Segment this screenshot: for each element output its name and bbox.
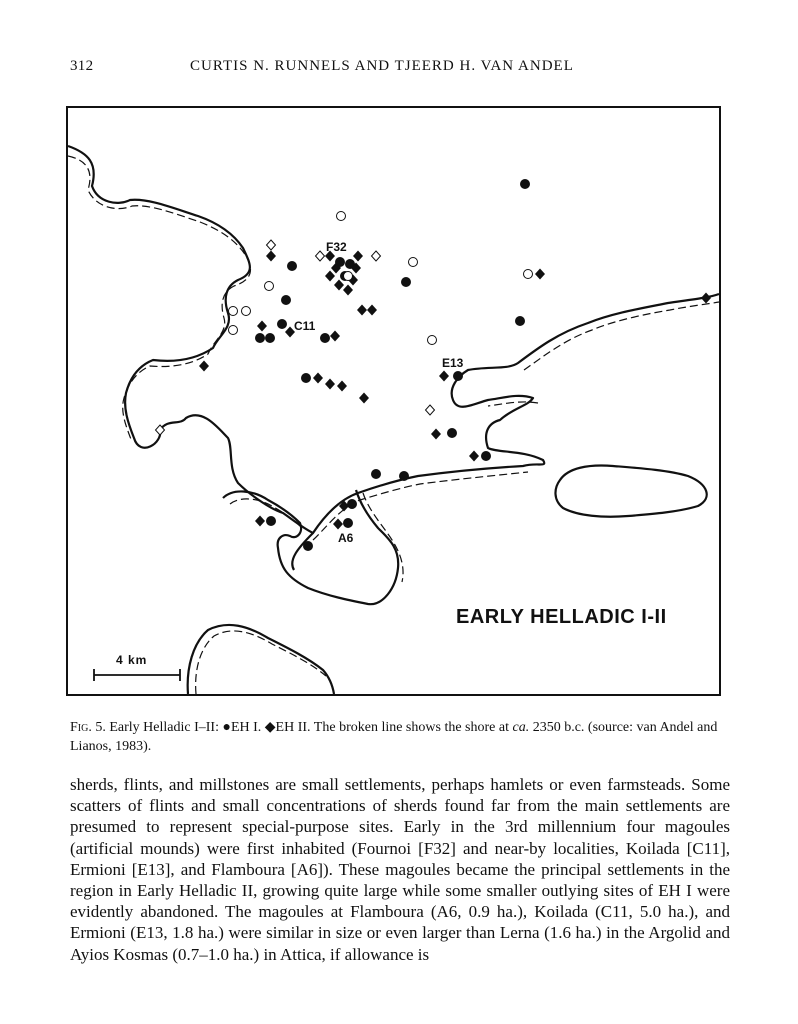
eh2-site <box>313 373 323 384</box>
open-site <box>524 270 533 279</box>
eh2-site <box>337 381 347 392</box>
eh1-site <box>347 499 357 509</box>
eh2-site <box>325 379 335 390</box>
eh2-site <box>359 393 369 404</box>
caption-title: Early Helladic I–II: <box>109 720 219 735</box>
eh2-site <box>701 293 711 304</box>
island <box>555 466 706 517</box>
open-site <box>267 240 276 250</box>
eh2-site <box>257 321 267 332</box>
southern-land <box>188 625 334 694</box>
coastline-solid <box>68 146 719 533</box>
open-site <box>409 258 418 267</box>
eh2-site <box>333 519 343 530</box>
eh2-site <box>334 280 344 291</box>
eh1-site <box>303 541 313 551</box>
eh1-site <box>515 316 525 326</box>
scale-bar <box>94 669 180 681</box>
caption-ca: ca. <box>512 720 530 735</box>
eh1-legend-icon: ● <box>222 720 231 735</box>
site-label-c11: C11 <box>294 319 316 333</box>
map-figure <box>66 106 721 696</box>
eh2-site <box>255 516 265 527</box>
open-site <box>337 212 346 221</box>
eh2-site <box>469 451 479 462</box>
open-site <box>428 336 437 345</box>
eh2-site <box>431 429 441 440</box>
eh2-site <box>357 305 367 316</box>
caption-eh2-label: EH II. <box>275 720 311 735</box>
open-site <box>344 272 353 281</box>
open-site <box>229 326 238 335</box>
eh2-site <box>199 361 209 372</box>
eh2-site <box>330 331 340 342</box>
running-head: CURTIS N. RUNNELS AND TJEERD H. VAN ANDEL <box>190 58 574 74</box>
eh1-site <box>255 333 265 343</box>
eh2-site <box>266 251 276 262</box>
eh1-site <box>453 371 463 381</box>
eh1-site <box>481 451 491 461</box>
eh1-site <box>520 179 530 189</box>
eh2-site <box>343 285 353 296</box>
open-site <box>229 307 238 316</box>
site-label-a6: A6 <box>338 531 354 545</box>
open-site <box>316 251 325 261</box>
page-number: 312 <box>70 58 94 74</box>
open-site <box>426 405 435 415</box>
eh1-site <box>320 333 330 343</box>
open-site <box>265 282 274 291</box>
eh1-site <box>281 295 291 305</box>
eh2-legend-icon: ◆ <box>264 720 276 735</box>
eh1-site <box>265 333 275 343</box>
caption-eh1-label: EH I. <box>230 720 262 735</box>
eh2-site <box>325 271 335 282</box>
eh1-sites <box>255 179 530 551</box>
eh2-site <box>439 371 449 382</box>
eh2-site <box>353 251 363 262</box>
caption-fig-label: Fig. 5. <box>70 720 106 735</box>
eh1-site <box>399 471 409 481</box>
body-paragraph: sherds, flints, and millstones are small settlements, perhaps hamlets or even farmsteads. Some scatters of flints and small concentrations of sherds found far from the main settlements are presumed to represent special-purpose sites. Early in the 3rd millennium four magoules (artificial mounds) were first inhabited (Fournoi [F32] and near-by localities, Koilada [C11], Ermioni [E13], and Flamboura [A6]). These magoules became the principal settlements in the region in Early Helladic II, growing quite large while some smaller outlying sites of EH I were evidently abandoned. The magoules at Flamboura (A6, 0.9 ha.), Koilada (C11, 5.0 ha.), and Ermioni (E13, 1.8 ha.) were similar in size or even larger than Lerna (1.6 ha.) in the Argolid and Ayios Kosmas (0.7–1.0 ha.) in Attica, if allowance is <box>70 775 730 964</box>
open-site <box>242 307 251 316</box>
eh2-site <box>367 305 377 316</box>
eh1-site <box>277 319 287 329</box>
eh1-site <box>343 518 353 528</box>
caption-text-before: The broken line shows the shore at <box>313 720 509 735</box>
scale-label: 4 km <box>116 653 148 667</box>
open-site <box>372 251 381 261</box>
site-label-e13: E13 <box>442 356 464 370</box>
map-title: EARLY HELLADIC I-II <box>456 606 667 628</box>
eh1-site <box>266 516 276 526</box>
eh1-site <box>447 428 457 438</box>
caption-text-after: 2350 b.c. (source: van Andel and Lianos, 1983). <box>70 720 718 754</box>
eh2-sites <box>199 251 711 530</box>
eh1-site <box>287 261 297 271</box>
figure-caption <box>70 718 730 756</box>
body-text <box>70 774 730 965</box>
eh1-site <box>371 469 381 479</box>
eh1-site <box>301 373 311 383</box>
eh2-site <box>535 269 545 280</box>
site-label-f32: F32 <box>326 240 347 254</box>
page-header <box>70 58 730 80</box>
eh1-site <box>401 277 411 287</box>
